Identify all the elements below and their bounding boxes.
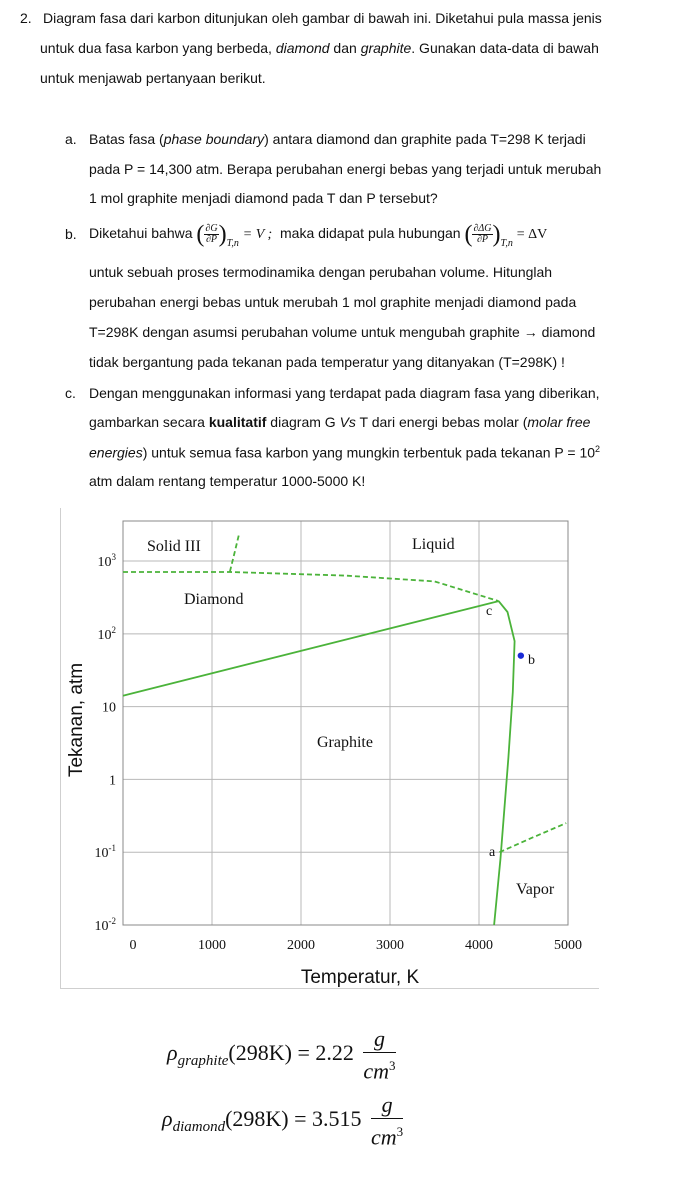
partial-derivative-g: $\frac{\partial G}{\partial P}$ xyxy=(205,222,218,245)
region-label: Vapor xyxy=(516,881,555,898)
phase-boundary-diamond-liquid-boundary xyxy=(123,572,499,601)
plot-area-border xyxy=(123,521,568,925)
part-a-label: a. xyxy=(65,131,77,147)
point-marker-b xyxy=(518,652,524,658)
phase-boundary-solid-iii-boundary xyxy=(230,536,239,572)
y-tick-label: $10^2$ xyxy=(97,624,116,643)
part-a-line-3: 1 mol graphite menjadi diamond pada T dan P tersebut? xyxy=(89,190,438,206)
unit-fraction: $\frac{g}{cm^3}$ xyxy=(363,1026,396,1084)
x-tick-label: 5000 xyxy=(554,938,582,953)
question-number: 2. xyxy=(20,10,32,26)
part-c-line-3: energies) untuk semua fasa karbon yang mungkin terbentuk pada tekanan $P = 10^2$ xyxy=(89,444,601,461)
y-tick-label: $10^{-2}$ xyxy=(94,916,116,934)
part-b-line-3: perubahan energi bebas untuk merubah 1 mol graphite menjadi diamond pada xyxy=(89,294,577,310)
x-tick-label: 0 xyxy=(129,938,137,953)
intro-diamond: diamond xyxy=(275,40,330,56)
x-tick-label: 4000 xyxy=(465,938,493,953)
part-b-line-5: tidak bergantung pada tekanan pada temperatur yang ditanyakan (T=298K) ! xyxy=(89,354,565,370)
part-b-line-1: Diketahui bahwa ( $\frac{\partial G}{\partial P}$ )$_{T,n} = V$ ; maka didapat pula hubungan ( $\frac{\partial\Delta G}{\partial P}$ )$_{T,n} = \Delta V$ xyxy=(89,221,548,249)
y-tick-label: 10 xyxy=(102,700,116,716)
region-label: Solid III xyxy=(147,538,201,555)
intro-line-3: untuk menjawab pertanyaan berikut. xyxy=(40,70,266,86)
x-tick-label: 2000 xyxy=(287,938,315,953)
region-label: Graphite xyxy=(317,734,373,751)
point-label-b: b xyxy=(528,653,535,668)
intro-graphite: graphite xyxy=(360,40,412,56)
part-a-line-2: pada P = 14,300 atm. Berapa perubahan energi bebas yang terjadi untuk merubah xyxy=(89,161,602,177)
partial-derivative-dg: $\frac{\partial\Delta G}{\partial P}$ xyxy=(473,222,492,245)
part-c-line-1: Dengan menggunakan informasi yang terdapat pada diagram fasa yang diberikan, xyxy=(89,385,600,401)
intro-line-1: Diagram fasa dari karbon ditunjukan oleh gambar di bawah ini. Diketahui pula massa jenis xyxy=(43,10,602,26)
intro-line-2: untuk dua fasa karbon yang berbeda, diamond dan graphite. Gunakan data-data di bawah xyxy=(40,40,599,56)
x-axis-title: Temperatur, K xyxy=(300,967,420,988)
y-axis-title: Tekanan, atm xyxy=(66,662,87,778)
phase-boundary-vapor-boundary xyxy=(500,823,567,852)
part-a-line-1: Batas fasa (phase boundary) antara diamond dan graphite pada T=298 K terjadi xyxy=(89,131,586,147)
part-c-line-4: atm dalam rentang temperatur 1000-5000 K! xyxy=(89,473,366,489)
point-label-c: c xyxy=(486,604,493,619)
y-tick-label: $10^{-1}$ xyxy=(94,843,116,862)
region-label: Diamond xyxy=(184,591,244,608)
part-b-line-4: T=298K dengan asumsi perubahan volume untuk mengubah graphite → diamond xyxy=(89,324,596,340)
phase-boundary-graphite-liquid-boundary xyxy=(494,601,514,925)
x-tick-label: 3000 xyxy=(376,938,404,953)
x-tick-label: 1000 xyxy=(198,938,226,953)
y-tick-label: $10^3$ xyxy=(97,552,116,571)
graphite-density-formula: $\rho_{graphite}(298K) = 2.22$ $\frac{g}{cm^3}$ xyxy=(167,1026,396,1084)
region-label: Liquid xyxy=(412,536,455,553)
part-b-label: b. xyxy=(65,226,77,242)
y-tick-label: 1 xyxy=(109,773,116,789)
part-b-line-2: untuk sebuah proses termodinamika dengan perubahan volume. Hitunglah xyxy=(89,264,553,280)
unit-fraction: $\frac{g}{cm^3}$ xyxy=(371,1092,404,1150)
point-label-a: a xyxy=(489,845,496,860)
part-c-line-2: gambarkan secara kualitatif diagram G Vs T dari energi bebas molar (molar free xyxy=(89,414,591,430)
part-c-label: c. xyxy=(65,385,76,401)
diamond-density-formula: $\rho_{diamond}(298K) = 3.515$ $\frac{g}{cm^3}$ xyxy=(162,1092,404,1150)
phase-boundary-graphite-diamond-boundary xyxy=(123,601,499,696)
